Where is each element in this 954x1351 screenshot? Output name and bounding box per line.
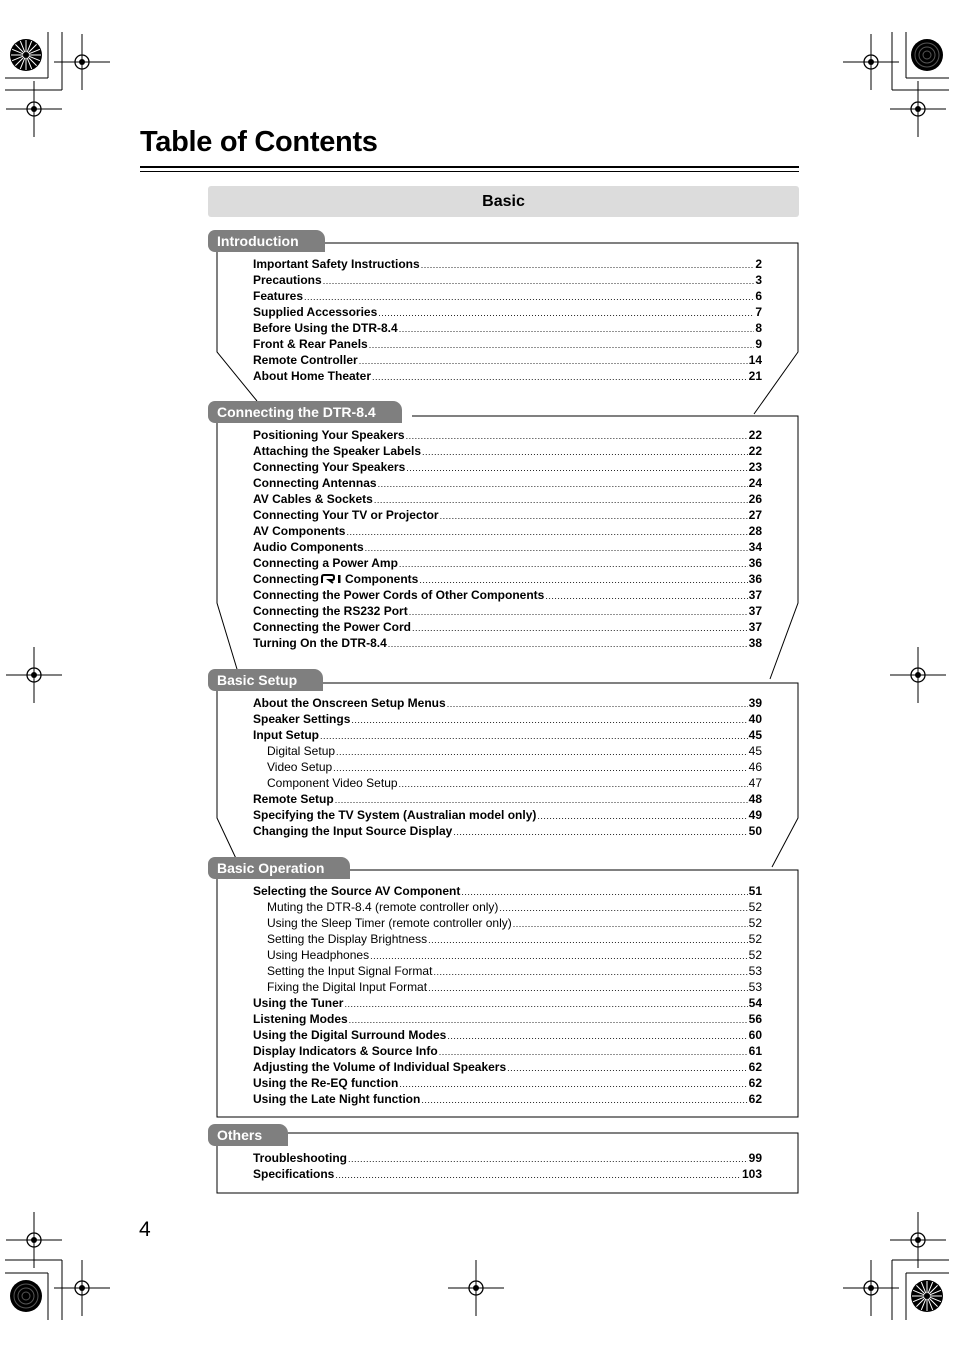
toc-entry[interactable]: Connecting a Power Amp ..... 36 bbox=[253, 555, 762, 571]
toc-entry[interactable]: About Home Theater ..... 21 bbox=[253, 368, 762, 384]
toc-subentry[interactable]: Setting the Display Brightness ..... 52 bbox=[253, 931, 762, 947]
toc-list bbox=[253, 883, 762, 1107]
basic-banner: Basic bbox=[208, 186, 799, 217]
toc-entry[interactable]: Important Safety Instructions ..... 2 bbox=[253, 256, 762, 272]
toc-list bbox=[253, 256, 762, 384]
toc-entry[interactable]: Listening Modes ..... 56 bbox=[253, 1011, 762, 1027]
toc-entry[interactable]: Changing the Input Source Display ..... 50 bbox=[253, 823, 762, 839]
toc-subentry[interactable]: Using the Sleep Timer (remote controller only) ..... 52 bbox=[253, 915, 762, 931]
section-tab: Connecting the DTR-8.4 bbox=[208, 401, 392, 423]
section-tab: Others bbox=[208, 1124, 278, 1146]
toc-entry[interactable]: Connecting Antennas ..... 24 bbox=[253, 475, 762, 491]
toc-entry[interactable]: Before Using the DTR-8.4 ..... 8 bbox=[253, 320, 762, 336]
toc-entry[interactable]: Attaching the Speaker Labels ..... 22 bbox=[253, 443, 762, 459]
toc-entry[interactable]: Connecting Components ..... 36 bbox=[253, 571, 762, 587]
toc-subentry[interactable]: Fixing the Digital Input Format ..... 53 bbox=[253, 979, 762, 995]
title-rule bbox=[140, 166, 799, 168]
toc-subentry[interactable]: Video Setup ..... 46 bbox=[253, 759, 762, 775]
toc-subentry[interactable]: Muting the DTR-8.4 (remote controller only) ..... 52 bbox=[253, 899, 762, 915]
toc-entry[interactable]: Specifications ..... 103 bbox=[253, 1166, 762, 1182]
toc-entry[interactable]: Using the Late Night function ..... 62 bbox=[253, 1091, 762, 1107]
toc-subentry[interactable]: Digital Setup ..... 45 bbox=[253, 743, 762, 759]
toc-entry[interactable]: Connecting the RS232 Port ..... 37 bbox=[253, 603, 762, 619]
toc-list bbox=[253, 695, 762, 839]
toc-subentry[interactable]: Using Headphones ..... 52 bbox=[253, 947, 762, 963]
toc-entry[interactable]: Remote Controller ..... 14 bbox=[253, 352, 762, 368]
toc-entry[interactable]: Using the Digital Surround Modes ..... 60 bbox=[253, 1027, 762, 1043]
toc-entry[interactable]: AV Components ..... 28 bbox=[253, 523, 762, 539]
toc-entry[interactable]: Input Setup ..... 45 bbox=[253, 727, 762, 743]
toc-entry[interactable]: Display Indicators & Source Info ..... 61 bbox=[253, 1043, 762, 1059]
toc-entry[interactable]: Supplied Accessories ..... 7 bbox=[253, 304, 762, 320]
section-tab: Introduction bbox=[208, 230, 315, 252]
toc-subentry[interactable]: Component Video Setup ..... 47 bbox=[253, 775, 762, 791]
page-title: Table of Contents bbox=[140, 126, 378, 158]
title-rule-thin bbox=[140, 171, 799, 172]
toc-entry[interactable]: Remote Setup ..... 48 bbox=[253, 791, 762, 807]
toc-list bbox=[253, 427, 762, 651]
toc-entry[interactable]: Selecting the Source AV Component ..... 51 bbox=[253, 883, 762, 899]
toc-entry[interactable]: Speaker Settings ..... 40 bbox=[253, 711, 762, 727]
section-tab: Basic Operation bbox=[208, 857, 340, 879]
toc-entry[interactable]: Precautions ..... 3 bbox=[253, 272, 762, 288]
toc-entry[interactable]: Specifying the TV System (Australian model only) ..... 49 bbox=[253, 807, 762, 823]
toc-entry[interactable]: Connecting Your TV or Projector ..... 27 bbox=[253, 507, 762, 523]
toc-entry[interactable]: Connecting the Power Cord ..... 37 bbox=[253, 619, 762, 635]
page-number: 4 bbox=[139, 1218, 151, 1241]
section-tab: Basic Setup bbox=[208, 669, 313, 691]
toc-entry[interactable]: Using the Re-EQ function ..... 62 bbox=[253, 1075, 762, 1091]
toc-entry[interactable]: Positioning Your Speakers ..... 22 bbox=[253, 427, 762, 443]
ri-logo-icon bbox=[321, 574, 343, 584]
toc-entry[interactable]: Features ..... 6 bbox=[253, 288, 762, 304]
toc-entry[interactable]: Audio Components ..... 34 bbox=[253, 539, 762, 555]
toc-entry[interactable]: Using the Tuner ..... 54 bbox=[253, 995, 762, 1011]
toc-list bbox=[253, 1150, 762, 1182]
toc-subentry[interactable]: Setting the Input Signal Format ..... 53 bbox=[253, 963, 762, 979]
toc-entry[interactable]: Adjusting the Volume of Individual Speakers ..... 62 bbox=[253, 1059, 762, 1075]
toc-entry[interactable]: About the Onscreen Setup Menus ..... 39 bbox=[253, 695, 762, 711]
toc-entry[interactable]: AV Cables & Sockets ..... 26 bbox=[253, 491, 762, 507]
toc-entry[interactable]: Troubleshooting ..... 99 bbox=[253, 1150, 762, 1166]
toc-entry[interactable]: Front & Rear Panels ..... 9 bbox=[253, 336, 762, 352]
toc-entry[interactable]: Connecting Your Speakers ..... 23 bbox=[253, 459, 762, 475]
toc-entry[interactable]: Connecting the Power Cords of Other Components ..... 37 bbox=[253, 587, 762, 603]
toc-entry[interactable]: Turning On the DTR-8.4 ..... 38 bbox=[253, 635, 762, 651]
